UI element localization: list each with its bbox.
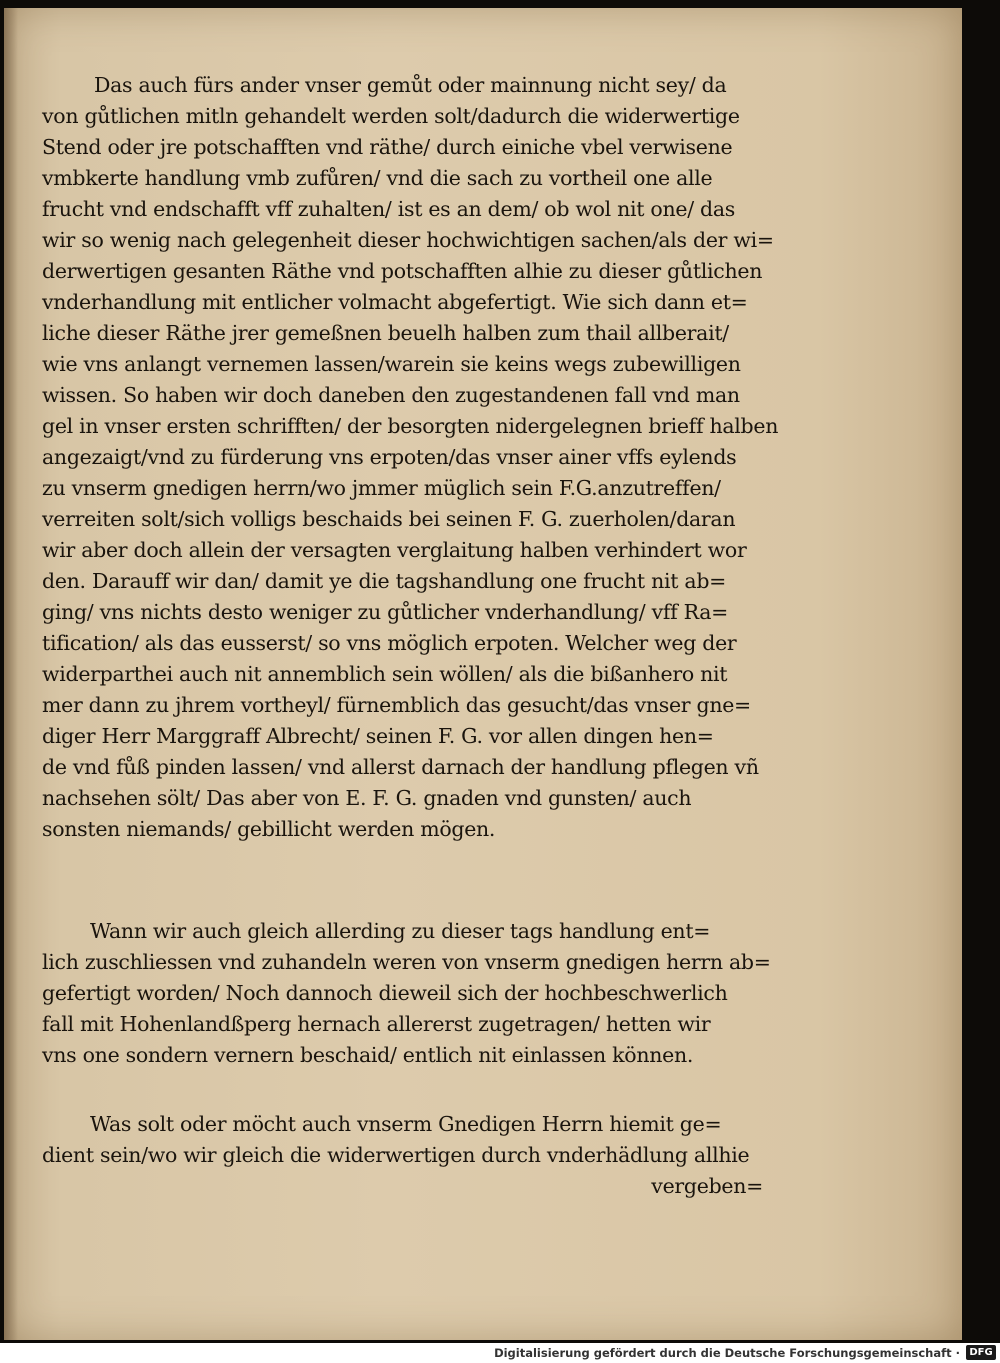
text-line: wie vns anlangt vernemen lassen/warein sie keins wegs zubewilligen [42,352,741,376]
text-line: tification/ als das eusserst/ so vns möglich erpoten. Welcher weg der [42,631,737,655]
text-line: Das auch fürs ander vnser gemůt oder mainnung nicht sey/ da [94,73,727,97]
text-line: angezaigt/vnd zu fürderung vns erpoten/das vnser ainer vffs eylends [42,445,737,469]
text-line: vmbkerte handlung vmb zufůren/ vnd die sach zu vortheil one alle [42,166,713,190]
text-line: fall mit Hohenlandßperg hernach allererst zugetragen/ hetten wir [42,1012,711,1036]
text-line: vnderhandlung mit entlicher volmacht abgefertigt. Wie sich dann et= [42,290,748,314]
paragraph-2 [42,916,777,1071]
digitization-credit: Digitalisierung gefördert durch die Deutsche Forschungsgemeinschaft · [494,1346,960,1360]
catchword: vergeben= [651,1174,763,1198]
text-line: vns one sondern vernern beschaid/ entlich nit einlassen können. [42,1043,694,1067]
text-line: den. Darauff wir dan/ damit ye die tagshandlung one frucht nit ab= [42,569,727,593]
text-line: de vnd fůß pinden lassen/ vnd allerst darnach der handlung pflegen vñ [42,755,759,779]
page-gutter-shadow [4,8,18,1340]
text-line: wir so wenig nach gelegenheit dieser hochwichtigen sachen/als der wi= [42,228,774,252]
text-line: widerparthei auch nit annemblich sein wöllen/ als die bißanhero nit [42,662,728,686]
text-line: liche dieser Räthe jrer gemeßnen beuelh halben zum thail allberait/ [42,321,729,345]
text-line: wir aber doch allein der versagten verglaitung halben verhindert wor [42,538,747,562]
text-line: dient sein/wo wir gleich die widerwertigen durch vnderhädlung allhie [42,1143,750,1167]
footer-bar [0,1343,1000,1363]
text-line: mer dann zu jhrem vortheyl/ fürnemblich das gesucht/das vnser gne= [42,693,751,717]
text-line: diger Herr Marggraff Albrecht/ seinen F. G. vor allen dingen hen= [42,724,714,748]
text-line: nachsehen sölt/ Das aber von E. F. G. gnaden vnd gunsten/ auch [42,786,692,810]
paragraph-3 [42,1109,777,1202]
text-line: von gůtlichen mitln gehandelt werden solt/dadurch die widerwertige [42,104,740,128]
dfg-logo: DFG [966,1345,996,1360]
text-line: Stend oder jre potschafften vnd räthe/ durch einiche vbel verwisene [42,135,733,159]
text-line: Was solt oder möcht auch vnserm Gnedigen Herrn hiemit ge= [90,1112,722,1136]
text-line: ging/ vns nichts desto weniger zu gůtlicher vnderhandlung/ vff Ra= [42,600,729,624]
text-line: verreiten solt/sich volligs beschaids bei seinen F. G. zuerholen/daran [42,507,736,531]
text-line: wissen. So haben wir doch daneben den zugestandenen fall vnd man [42,383,740,407]
paragraph-spacer [42,845,777,916]
paragraph-spacer [42,1071,777,1109]
text-line: gel in vnser ersten schrifften/ der besorgten nidergelegnen brieff halben [42,414,779,438]
text-line: lich zuschliessen vnd zuhandeln weren von vnserm gnedigen herrn ab= [42,950,771,974]
text-line: frucht vnd endschafft vff zuhalten/ ist es an dem/ ob wol nit one/ das [42,197,735,221]
text-line: zu vnserm gnedigen herrn/wo jmmer müglich sein F.G.anzutreffen/ [42,476,721,500]
paragraph-1 [42,70,777,845]
page-text [42,70,777,1202]
text-line: gefertigt worden/ Noch dannoch dieweil sich der hochbeschwerlich [42,981,728,1005]
text-line: sonsten niemands/ gebillicht werden mögen. [42,817,496,841]
book-page [4,8,962,1340]
text-line: derwertigen gesanten Räthe vnd potschafften alhie zu dieser gůtlichen [42,259,763,283]
text-line: Wann wir auch gleich allerding zu dieser tags handlung ent= [90,919,711,943]
